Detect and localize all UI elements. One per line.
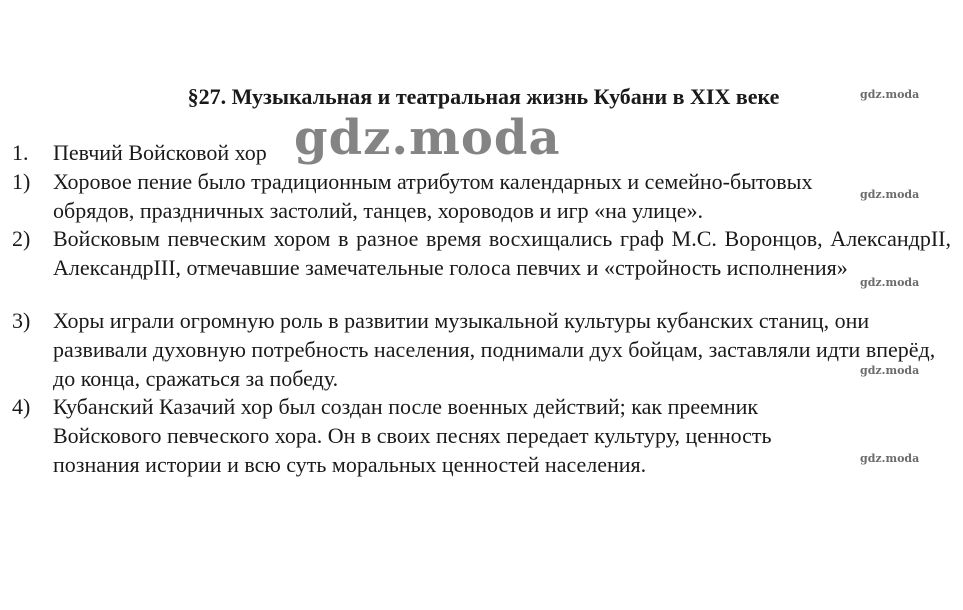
- list-item-number: 2): [12, 226, 31, 251]
- list-item-text: Певчий Войсковой хор: [53, 140, 267, 165]
- watermark-small: gdz.moda: [860, 276, 920, 289]
- list-item-text: Кубанский Казачий хор был создан после военных действий; как преемник Войскового певческого хора. Он в своих песнях передает культуру, ценность познания истории и всю суть моральных ценностей населения.: [53, 394, 772, 477]
- watermark-small: gdz.moda: [860, 364, 920, 377]
- list-item-text: Хоровое пение было традиционным атрибутом календарных и семейно-бытовых обрядов, праздничных застолий, танцев, хороводов и игр «на улице».: [53, 169, 813, 223]
- watermark-small: gdz.moda: [860, 188, 920, 201]
- watermark-logo: gdz.moda: [294, 110, 561, 166]
- list-item-number: 1.: [12, 140, 29, 165]
- watermark-small: gdz.moda: [860, 88, 920, 101]
- watermark-small: gdz.moda: [860, 452, 920, 465]
- list-item-number: 1): [12, 169, 31, 194]
- page-title: §27. Музыкальная и театральная жизнь Кубани в XIX веке: [187, 84, 780, 109]
- list-item-number: 4): [12, 394, 31, 419]
- list-item-number: 3): [12, 308, 31, 333]
- list-item-text: Хоры играли огромную роль в развитии музыкальной культуры кубанских станиц, они развивали духовную потребность населения, поднимали дух бойцам, заставляли идти вперёд, до конца, сражаться за победу.: [53, 308, 936, 391]
- list-item-text: Войсковым певческим хором в разное время восхищались граф М.С. Воронцов, АлександрII, АлександрIII, отмечавшие замечательные голоса певчих и «стройность исполнения»: [53, 226, 951, 280]
